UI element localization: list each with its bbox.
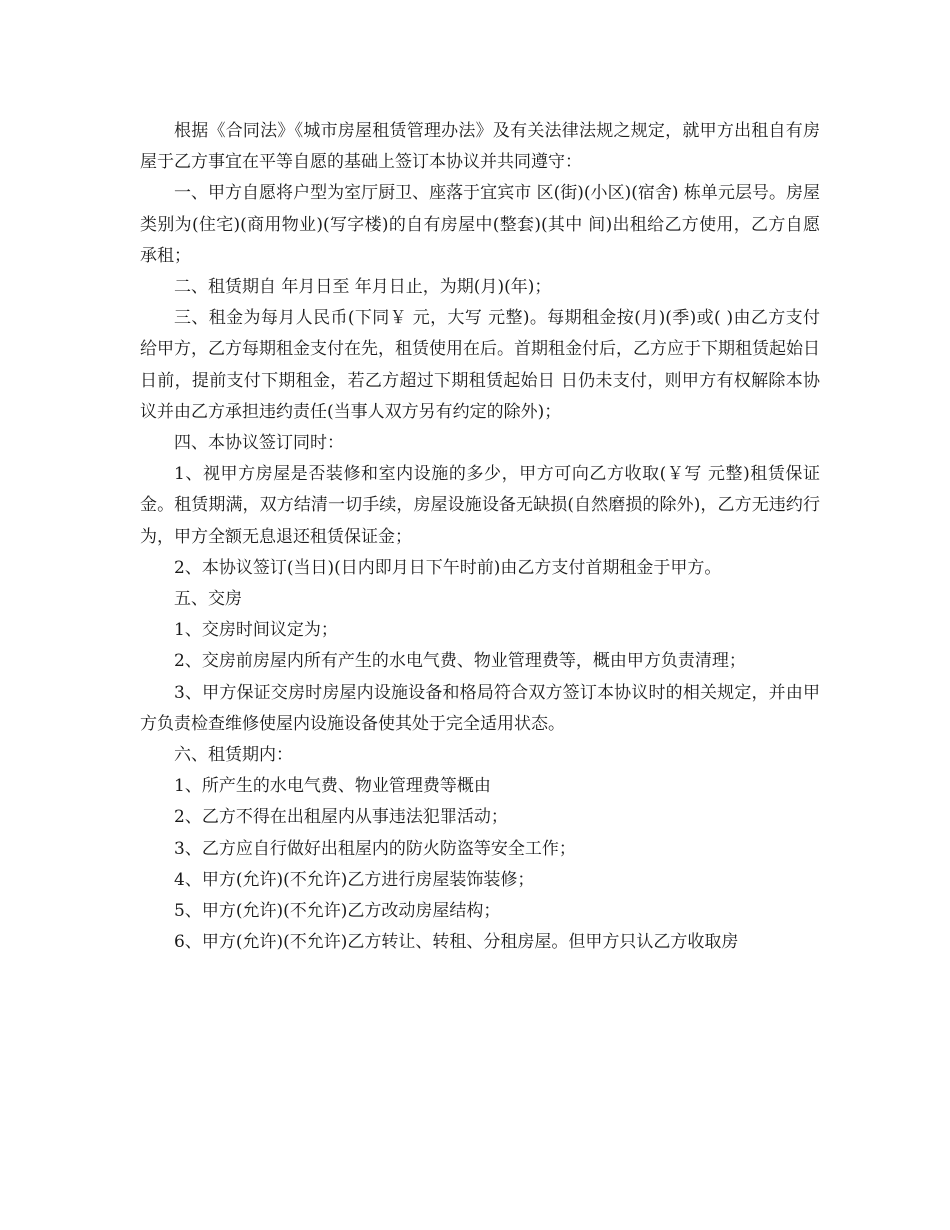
paragraph-clause-5-item-3: 3、甲方保证交房时房屋内设施设备和格局符合双方签订本协议时的相关规定，并由甲方负责检查维修使屋内设施设备使其处于完全适用状态。 — [140, 682, 820, 734]
paragraph-preamble: 根据《合同法》《城市房屋租赁管理办法》及有关法律法规之规定，就甲方出租自有房屋于乙方事宜在平等自愿的基础上签订本协议并共同遵守： — [140, 121, 820, 173]
paragraph-clause-5-item-2: 2、交房前房屋内所有产生的水电气费、物业管理费等，概由甲方负责清理； — [174, 651, 746, 672]
paragraph-clause-6-item-6: 6、甲方(允许)(不允许)乙方转让、转租、分租房屋。但甲方只认乙方收取房 — [174, 932, 739, 953]
document-body — [140, 116, 820, 958]
paragraph-clause-4-item-2: 2、本协议签订(当日)(日内即月日下午时前)由乙方支付首期租金于甲方。 — [174, 557, 722, 578]
paragraph-clause-6-item-5: 5、甲方(允许)(不允许)乙方改动房屋结构； — [174, 901, 501, 922]
paragraph-clause-3: 三、租金为每月人民币(下同￥ 元，大写 元整)。每期租金按(月)(季)或( )由乙方支付给甲方，乙方每期租金支付在先，租赁使用在后。首期租金付后，乙方应于下期租赁起始日 日前，提前支付下期租金，若乙方超过下期租赁起始日 日仍未支付，则甲方有权解除本协议并由乙方承担违约责任(当事人双方另有约定的除外)； — [140, 308, 820, 422]
paragraph-clause-6-item-1: 1、所产生的水电气费、物业管理费等概由 — [174, 776, 491, 797]
paragraph-clause-5-heading: 五、交房 — [174, 589, 242, 610]
paragraph-clause-5-item-1: 1、交房时间议定为； — [174, 620, 338, 641]
paragraph-clause-6-heading: 六、租赁期内： — [174, 745, 293, 766]
paragraph-clause-2: 二、租赁期自 年月日至 年月日止，为期(月)(年)； — [174, 277, 552, 298]
paragraph-clause-1: 一、甲方自愿将户型为室厅厨卫、座落于宜宾市 区(街)(小区)(宿舍) 栋单元层号。房屋类别为(住宅)(商用物业)(写字楼)的自有房屋中(整套)(其中 间)出租给乙方使用，乙方自愿承租； — [140, 183, 820, 266]
paragraph-clause-6-item-4: 4、甲方(允许)(不允许)乙方进行房屋装饰装修； — [174, 869, 535, 890]
paragraph-clause-6-item-3: 3、乙方应自行做好出租屋内的防火防盗等安全工作； — [174, 838, 576, 859]
paragraph-clause-4-item-1: 1、视甲方房屋是否装修和室内设施的多少，甲方可向乙方收取(￥写 元整)租赁保证金。租赁期满，双方结清一切手续，房屋设施设备无缺损(自然磨损的除外)，乙方无违约行为，甲方全额无息退还租赁保证金； — [140, 464, 820, 547]
paragraph-clause-4-heading: 四、本协议签订同时： — [174, 433, 344, 454]
paragraph-clause-6-item-2: 2、乙方不得在出租屋内从事违法犯罪活动； — [174, 807, 508, 828]
